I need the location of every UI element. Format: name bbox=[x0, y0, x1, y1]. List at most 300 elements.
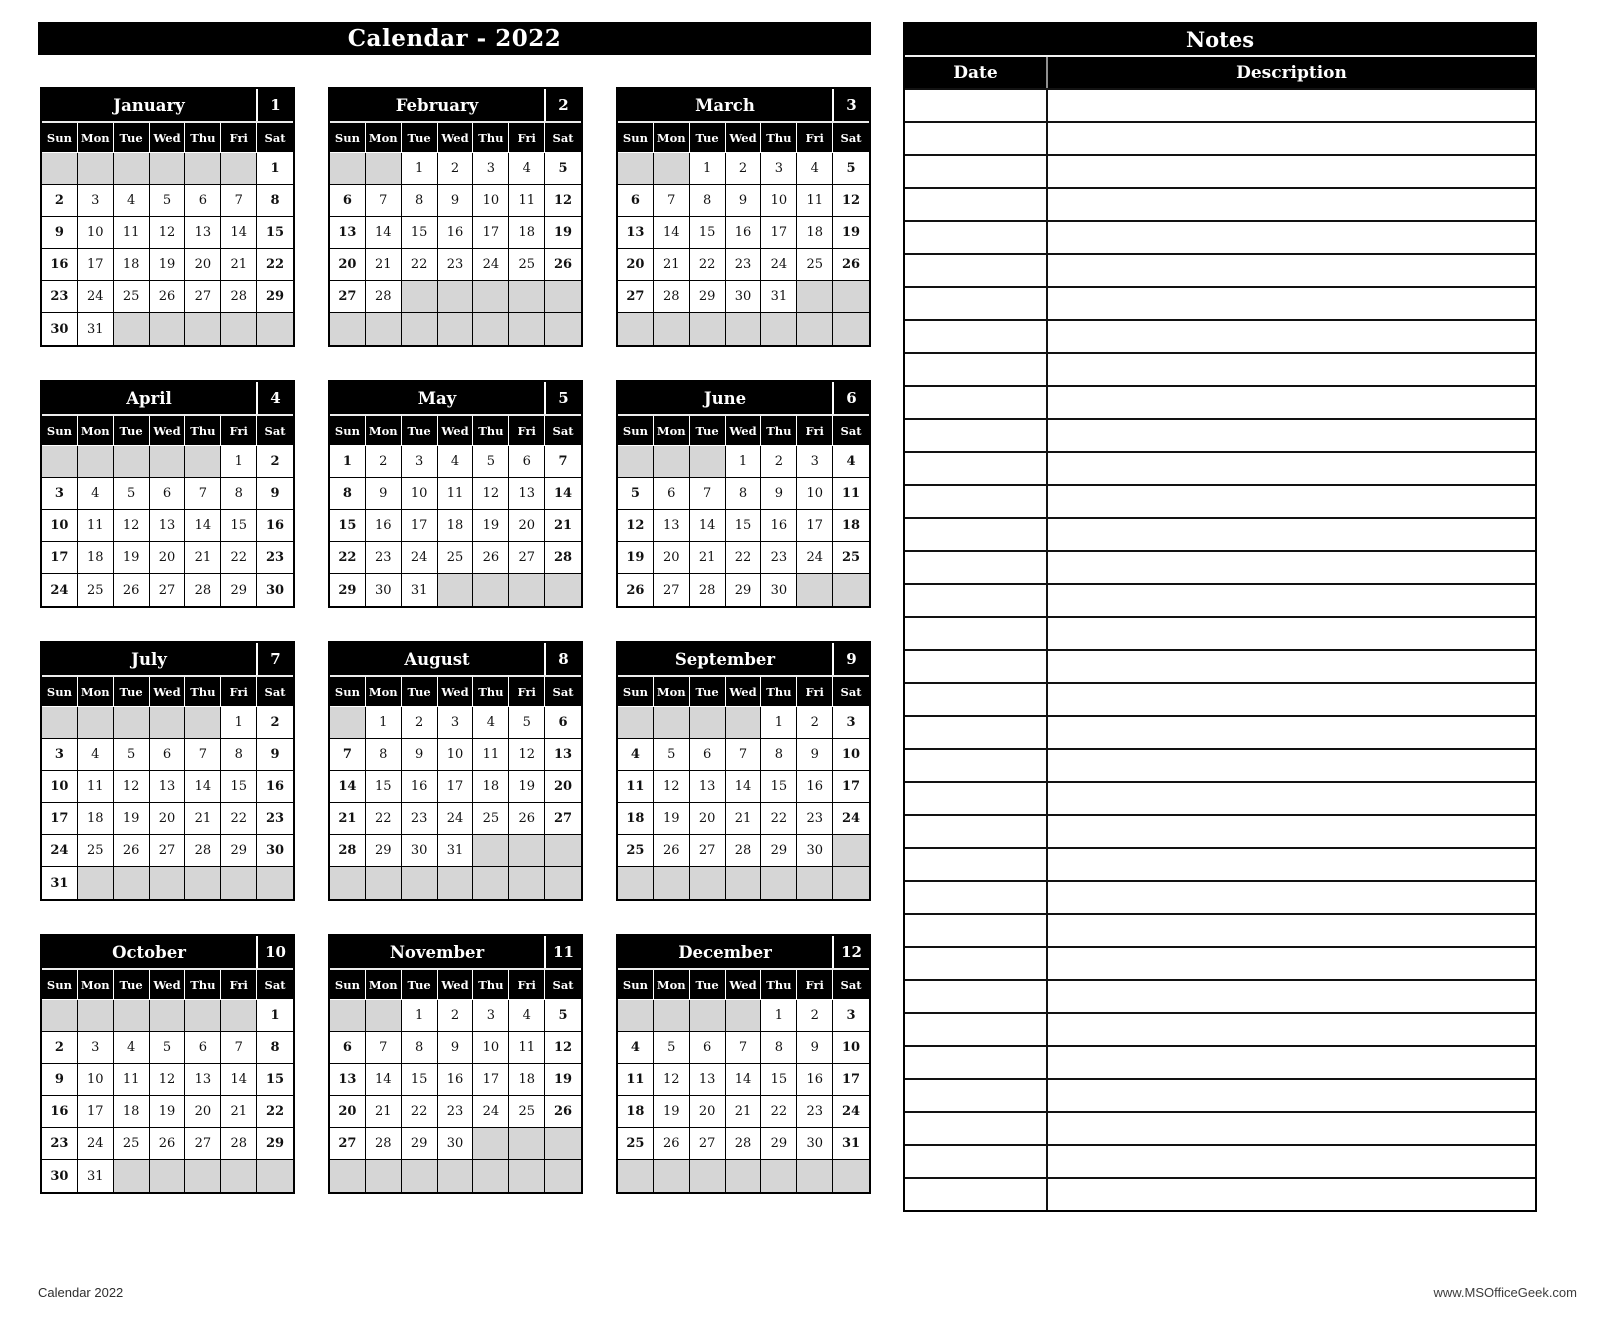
date-cell: 23 bbox=[726, 249, 762, 281]
note-description-cell[interactable] bbox=[1048, 1113, 1535, 1144]
date-cell: 4 bbox=[114, 185, 150, 217]
note-description-cell[interactable] bbox=[1048, 1047, 1535, 1078]
date-cell: 11 bbox=[618, 771, 654, 803]
note-description-cell[interactable] bbox=[1048, 189, 1535, 220]
empty-cell bbox=[114, 1160, 150, 1192]
date-cell: 11 bbox=[473, 739, 509, 771]
date-cell: 5 bbox=[473, 446, 509, 478]
empty-cell bbox=[366, 153, 402, 185]
weekday-label-thu: Thu bbox=[473, 677, 509, 706]
note-row bbox=[905, 1045, 1535, 1078]
month-number-label: 1 bbox=[270, 96, 281, 114]
empty-cell bbox=[797, 867, 833, 899]
date-cell: 20 bbox=[330, 249, 366, 281]
week-row bbox=[42, 771, 293, 803]
date-cell: 2 bbox=[438, 1000, 474, 1032]
date-cell: 2 bbox=[797, 1000, 833, 1032]
empty-cell bbox=[78, 1000, 114, 1032]
date-cell: 22 bbox=[366, 803, 402, 835]
weekday-label-sun: Sun bbox=[42, 677, 78, 706]
note-description-cell[interactable] bbox=[1048, 222, 1535, 253]
note-description-cell[interactable] bbox=[1048, 849, 1535, 880]
note-row bbox=[905, 781, 1535, 814]
date-cell: 4 bbox=[833, 446, 869, 478]
date-cell: 29 bbox=[221, 574, 257, 606]
date-cell: 15 bbox=[221, 771, 257, 803]
date-cell: 8 bbox=[690, 185, 726, 217]
date-cell: 23 bbox=[761, 542, 797, 574]
note-date-cell[interactable] bbox=[905, 816, 1048, 847]
footer-left-label: Calendar 2022 bbox=[38, 1285, 124, 1300]
month-january bbox=[40, 87, 295, 347]
date-cell: 12 bbox=[618, 510, 654, 542]
date-cell: 21 bbox=[366, 249, 402, 281]
note-description-cell[interactable] bbox=[1048, 585, 1535, 616]
date-cell: 1 bbox=[761, 1000, 797, 1032]
note-description-cell[interactable] bbox=[1048, 948, 1535, 979]
weekday-label-fri: Fri bbox=[797, 416, 833, 445]
date-cell: 5 bbox=[833, 153, 869, 185]
note-description-cell[interactable] bbox=[1048, 717, 1535, 748]
date-cell: 1 bbox=[221, 446, 257, 478]
week-row bbox=[42, 1128, 293, 1160]
note-description-cell[interactable] bbox=[1048, 453, 1535, 484]
date-cell: 23 bbox=[42, 281, 78, 313]
date-cell: 13 bbox=[150, 771, 186, 803]
month-name-label: August bbox=[330, 643, 546, 675]
empty-cell bbox=[690, 446, 726, 478]
week-row bbox=[618, 281, 869, 313]
empty-cell bbox=[654, 867, 690, 899]
note-description-cell[interactable] bbox=[1048, 123, 1535, 154]
month-header bbox=[42, 643, 293, 677]
empty-cell bbox=[761, 1160, 797, 1192]
weekday-label-tue: Tue bbox=[114, 123, 150, 152]
month-march bbox=[616, 87, 871, 347]
date-cell: 4 bbox=[509, 1000, 545, 1032]
date-cell: 21 bbox=[185, 542, 221, 574]
note-date-cell[interactable] bbox=[905, 552, 1048, 583]
empty-cell bbox=[797, 574, 833, 606]
empty-cell bbox=[366, 313, 402, 345]
note-date-cell[interactable] bbox=[905, 651, 1048, 682]
week-row bbox=[618, 1096, 869, 1128]
note-date-cell[interactable] bbox=[905, 783, 1048, 814]
note-date-cell[interactable] bbox=[905, 255, 1048, 286]
weekday-label-mon: Mon bbox=[78, 416, 114, 445]
date-cell: 6 bbox=[509, 446, 545, 478]
empty-cell bbox=[545, 867, 581, 899]
empty-cell bbox=[114, 1000, 150, 1032]
week-row bbox=[330, 1128, 581, 1160]
note-description-cell[interactable] bbox=[1048, 486, 1535, 517]
note-description-cell[interactable] bbox=[1048, 684, 1535, 715]
date-cell: 18 bbox=[438, 510, 474, 542]
week-row bbox=[330, 1160, 581, 1192]
note-description-cell[interactable] bbox=[1048, 1179, 1535, 1210]
date-cell: 7 bbox=[330, 739, 366, 771]
date-cell: 4 bbox=[473, 707, 509, 739]
note-description-cell[interactable] bbox=[1048, 816, 1535, 847]
date-cell: 7 bbox=[185, 478, 221, 510]
date-cell: 8 bbox=[366, 739, 402, 771]
week-row bbox=[618, 153, 869, 185]
date-cell: 15 bbox=[402, 1064, 438, 1096]
weekday-label-fri: Fri bbox=[509, 677, 545, 706]
weekday-label-tue: Tue bbox=[114, 970, 150, 999]
month-name-label: December bbox=[618, 936, 834, 968]
weekday-label-thu: Thu bbox=[473, 970, 509, 999]
note-date-cell[interactable] bbox=[905, 1179, 1048, 1210]
note-description-cell[interactable] bbox=[1048, 354, 1535, 385]
note-description-cell[interactable] bbox=[1048, 618, 1535, 649]
weekday-label-sat: Sat bbox=[840, 130, 862, 145]
month-name-label: June bbox=[618, 382, 834, 414]
note-description-cell[interactable] bbox=[1048, 288, 1535, 319]
date-cell: 20 bbox=[654, 542, 690, 574]
date-cell: 19 bbox=[654, 803, 690, 835]
weekday-label-mon: Mon bbox=[654, 970, 690, 999]
weekday-label-wed: Wed bbox=[150, 416, 186, 445]
note-date-cell[interactable] bbox=[905, 948, 1048, 979]
empty-cell bbox=[618, 313, 654, 345]
week-row bbox=[330, 446, 581, 478]
date-cell: 30 bbox=[366, 574, 402, 606]
week-row bbox=[618, 707, 869, 739]
date-cell: 21 bbox=[726, 1096, 762, 1128]
empty-cell bbox=[833, 1160, 869, 1192]
date-cell: 30 bbox=[402, 835, 438, 867]
date-cell: 3 bbox=[473, 1000, 509, 1032]
date-cell: 9 bbox=[797, 739, 833, 771]
date-cell: 13 bbox=[545, 739, 581, 771]
note-description-cell[interactable] bbox=[1048, 255, 1535, 286]
date-cell: 31 bbox=[761, 281, 797, 313]
note-date-cell[interactable] bbox=[905, 156, 1048, 187]
note-description-cell[interactable] bbox=[1048, 651, 1535, 682]
note-row bbox=[905, 319, 1535, 352]
week-row bbox=[42, 313, 293, 345]
weekday-header-row bbox=[618, 416, 869, 446]
date-cell: 3 bbox=[833, 1000, 869, 1032]
date-cell: 20 bbox=[545, 771, 581, 803]
note-date-cell[interactable] bbox=[905, 1113, 1048, 1144]
week-row bbox=[42, 542, 293, 574]
date-cell: 20 bbox=[509, 510, 545, 542]
month-header bbox=[42, 89, 293, 123]
date-cell: 14 bbox=[221, 1064, 257, 1096]
week-row bbox=[330, 249, 581, 281]
weekday-label-wed: Wed bbox=[726, 416, 762, 445]
date-cell: 27 bbox=[185, 281, 221, 313]
note-description-cell[interactable] bbox=[1048, 156, 1535, 187]
note-date-cell[interactable] bbox=[905, 750, 1048, 781]
date-cell: 17 bbox=[438, 771, 474, 803]
date-cell: 29 bbox=[366, 835, 402, 867]
date-cell: 6 bbox=[185, 185, 221, 217]
date-cell: 2 bbox=[42, 1032, 78, 1064]
week-row bbox=[330, 217, 581, 249]
note-description-cell[interactable] bbox=[1048, 1146, 1535, 1177]
date-cell: 26 bbox=[654, 1128, 690, 1160]
note-row bbox=[905, 1144, 1535, 1177]
date-cell: 17 bbox=[78, 249, 114, 281]
empty-cell bbox=[545, 574, 581, 606]
date-cell: 19 bbox=[654, 1096, 690, 1128]
note-date-cell[interactable] bbox=[905, 354, 1048, 385]
date-cell: 1 bbox=[690, 153, 726, 185]
date-cell: 18 bbox=[509, 1064, 545, 1096]
empty-cell bbox=[42, 153, 78, 185]
weekday-label-sat: Sat bbox=[552, 684, 574, 699]
empty-cell bbox=[726, 867, 762, 899]
weekday-label-wed: Wed bbox=[726, 123, 762, 152]
empty-cell bbox=[330, 1000, 366, 1032]
month-number-label: 2 bbox=[558, 96, 569, 114]
note-row bbox=[905, 418, 1535, 451]
empty-cell bbox=[833, 835, 869, 867]
date-cell: 9 bbox=[257, 739, 293, 771]
week-row bbox=[330, 542, 581, 574]
date-cell: 4 bbox=[78, 478, 114, 510]
note-description-cell[interactable] bbox=[1048, 552, 1535, 583]
note-date-cell[interactable] bbox=[905, 123, 1048, 154]
date-cell: 8 bbox=[402, 185, 438, 217]
week-row bbox=[330, 707, 581, 739]
empty-cell bbox=[509, 313, 545, 345]
month-number-label: 10 bbox=[265, 943, 286, 961]
note-description-cell[interactable] bbox=[1048, 882, 1535, 913]
note-description-cell[interactable] bbox=[1048, 915, 1535, 946]
date-cell: 11 bbox=[833, 478, 869, 510]
week-row bbox=[42, 1000, 293, 1032]
note-date-cell[interactable] bbox=[905, 882, 1048, 913]
empty-cell bbox=[42, 707, 78, 739]
date-cell: 7 bbox=[690, 478, 726, 510]
date-cell: 16 bbox=[257, 771, 293, 803]
empty-cell bbox=[833, 867, 869, 899]
note-description-cell[interactable] bbox=[1048, 1080, 1535, 1111]
empty-cell bbox=[114, 446, 150, 478]
note-date-cell[interactable] bbox=[905, 90, 1048, 121]
date-cell: 9 bbox=[797, 1032, 833, 1064]
empty-cell bbox=[473, 574, 509, 606]
note-row bbox=[905, 187, 1535, 220]
weekday-label-tue: Tue bbox=[690, 970, 726, 999]
note-date-cell[interactable] bbox=[905, 1080, 1048, 1111]
note-date-cell[interactable] bbox=[905, 387, 1048, 418]
date-cell: 14 bbox=[690, 510, 726, 542]
note-date-cell[interactable] bbox=[905, 453, 1048, 484]
date-cell: 16 bbox=[438, 217, 474, 249]
note-date-cell[interactable] bbox=[905, 618, 1048, 649]
note-row bbox=[905, 748, 1535, 781]
note-row bbox=[905, 880, 1535, 913]
week-row bbox=[618, 185, 869, 217]
date-cell: 11 bbox=[509, 185, 545, 217]
date-cell: 18 bbox=[114, 1096, 150, 1128]
weekday-label-sun: Sun bbox=[330, 123, 366, 152]
note-row bbox=[905, 1111, 1535, 1144]
date-cell: 7 bbox=[545, 446, 581, 478]
date-cell: 18 bbox=[78, 803, 114, 835]
week-row bbox=[42, 707, 293, 739]
date-cell: 12 bbox=[509, 739, 545, 771]
month-number-label: 3 bbox=[846, 96, 857, 114]
note-row bbox=[905, 352, 1535, 385]
date-cell: 30 bbox=[42, 313, 78, 345]
date-cell: 24 bbox=[42, 574, 78, 606]
date-cell: 15 bbox=[761, 1064, 797, 1096]
note-description-cell[interactable] bbox=[1048, 90, 1535, 121]
weekday-label-sun: Sun bbox=[42, 123, 78, 152]
date-cell: 19 bbox=[618, 542, 654, 574]
weekday-header-row bbox=[330, 416, 581, 446]
empty-cell bbox=[509, 835, 545, 867]
date-cell: 26 bbox=[618, 574, 654, 606]
date-cell: 21 bbox=[726, 803, 762, 835]
date-cell: 21 bbox=[654, 249, 690, 281]
note-date-cell[interactable] bbox=[905, 321, 1048, 352]
date-cell: 6 bbox=[690, 1032, 726, 1064]
weekday-label-wed: Wed bbox=[438, 416, 474, 445]
note-row bbox=[905, 583, 1535, 616]
date-cell: 25 bbox=[833, 542, 869, 574]
date-cell: 26 bbox=[150, 1128, 186, 1160]
note-date-cell[interactable] bbox=[905, 717, 1048, 748]
month-number-label: 12 bbox=[841, 943, 862, 961]
date-cell: 21 bbox=[185, 803, 221, 835]
month-name-label: November bbox=[330, 936, 546, 968]
note-description-cell[interactable] bbox=[1048, 321, 1535, 352]
date-cell: 5 bbox=[545, 1000, 581, 1032]
date-cell: 8 bbox=[221, 478, 257, 510]
week-row bbox=[42, 153, 293, 185]
weekday-label-mon: Mon bbox=[654, 416, 690, 445]
date-cell: 16 bbox=[42, 1096, 78, 1128]
empty-cell bbox=[545, 1128, 581, 1160]
date-cell: 1 bbox=[257, 1000, 293, 1032]
week-row bbox=[618, 771, 869, 803]
weekday-label-sun: Sun bbox=[42, 416, 78, 445]
date-cell: 16 bbox=[726, 217, 762, 249]
weekday-label-fri: Fri bbox=[509, 970, 545, 999]
note-date-cell[interactable] bbox=[905, 849, 1048, 880]
week-row bbox=[330, 1096, 581, 1128]
note-description-cell[interactable] bbox=[1048, 750, 1535, 781]
date-cell: 3 bbox=[78, 1032, 114, 1064]
date-cell: 17 bbox=[402, 510, 438, 542]
date-cell: 14 bbox=[330, 771, 366, 803]
month-name-label: January bbox=[42, 89, 258, 121]
note-row bbox=[905, 814, 1535, 847]
note-date-cell[interactable] bbox=[905, 684, 1048, 715]
note-date-cell[interactable] bbox=[905, 981, 1048, 1012]
note-row bbox=[905, 1078, 1535, 1111]
week-row bbox=[618, 1064, 869, 1096]
date-cell: 10 bbox=[833, 1032, 869, 1064]
note-description-cell[interactable] bbox=[1048, 387, 1535, 418]
note-description-cell[interactable] bbox=[1048, 519, 1535, 550]
date-cell: 30 bbox=[797, 1128, 833, 1160]
weekday-label-wed: Wed bbox=[438, 123, 474, 152]
month-june bbox=[616, 380, 871, 608]
date-cell: 22 bbox=[690, 249, 726, 281]
weekday-label-sun: Sun bbox=[618, 123, 654, 152]
empty-cell bbox=[42, 446, 78, 478]
note-date-cell[interactable] bbox=[905, 222, 1048, 253]
empty-cell bbox=[797, 281, 833, 313]
month-number-label: 4 bbox=[270, 389, 281, 407]
months-grid bbox=[40, 87, 871, 1194]
date-cell: 12 bbox=[150, 1064, 186, 1096]
date-cell: 5 bbox=[114, 739, 150, 771]
note-description-cell[interactable] bbox=[1048, 981, 1535, 1012]
date-cell: 13 bbox=[330, 217, 366, 249]
date-cell: 30 bbox=[797, 835, 833, 867]
note-date-cell[interactable] bbox=[905, 1146, 1048, 1177]
note-date-cell[interactable] bbox=[905, 486, 1048, 517]
empty-cell bbox=[402, 313, 438, 345]
date-cell: 30 bbox=[726, 281, 762, 313]
note-row bbox=[905, 88, 1535, 121]
week-row bbox=[618, 478, 869, 510]
note-date-cell[interactable] bbox=[905, 1047, 1048, 1078]
empty-cell bbox=[114, 313, 150, 345]
month-header bbox=[618, 89, 869, 123]
empty-cell bbox=[473, 835, 509, 867]
date-cell: 23 bbox=[438, 249, 474, 281]
weekday-label-wed: Wed bbox=[438, 970, 474, 999]
empty-cell bbox=[545, 1160, 581, 1192]
note-date-cell[interactable] bbox=[905, 915, 1048, 946]
date-cell: 27 bbox=[654, 574, 690, 606]
date-cell: 25 bbox=[509, 1096, 545, 1128]
note-description-cell[interactable] bbox=[1048, 420, 1535, 451]
weekday-label-thu: Thu bbox=[185, 416, 221, 445]
note-date-cell[interactable] bbox=[905, 585, 1048, 616]
date-cell: 3 bbox=[761, 153, 797, 185]
date-cell: 2 bbox=[257, 446, 293, 478]
date-cell: 21 bbox=[690, 542, 726, 574]
date-cell: 17 bbox=[78, 1096, 114, 1128]
note-description-cell[interactable] bbox=[1048, 1014, 1535, 1045]
week-row bbox=[42, 1032, 293, 1064]
date-cell: 7 bbox=[654, 185, 690, 217]
date-cell: 26 bbox=[833, 249, 869, 281]
date-cell: 5 bbox=[545, 153, 581, 185]
date-cell: 28 bbox=[726, 1128, 762, 1160]
empty-cell bbox=[833, 281, 869, 313]
note-date-cell[interactable] bbox=[905, 420, 1048, 451]
note-description-cell[interactable] bbox=[1048, 783, 1535, 814]
weekday-label-sun: Sun bbox=[330, 416, 366, 445]
empty-cell bbox=[690, 1000, 726, 1032]
date-cell: 15 bbox=[366, 771, 402, 803]
weekday-label-sat: Sat bbox=[552, 423, 574, 438]
date-cell: 12 bbox=[654, 771, 690, 803]
date-cell: 3 bbox=[833, 707, 869, 739]
note-date-cell[interactable] bbox=[905, 288, 1048, 319]
empty-cell bbox=[78, 867, 114, 899]
note-date-cell[interactable] bbox=[905, 189, 1048, 220]
week-row bbox=[618, 574, 869, 606]
month-december bbox=[616, 934, 871, 1194]
note-date-cell[interactable] bbox=[905, 519, 1048, 550]
date-cell: 25 bbox=[78, 574, 114, 606]
note-date-cell[interactable] bbox=[905, 1014, 1048, 1045]
week-row bbox=[618, 1128, 869, 1160]
